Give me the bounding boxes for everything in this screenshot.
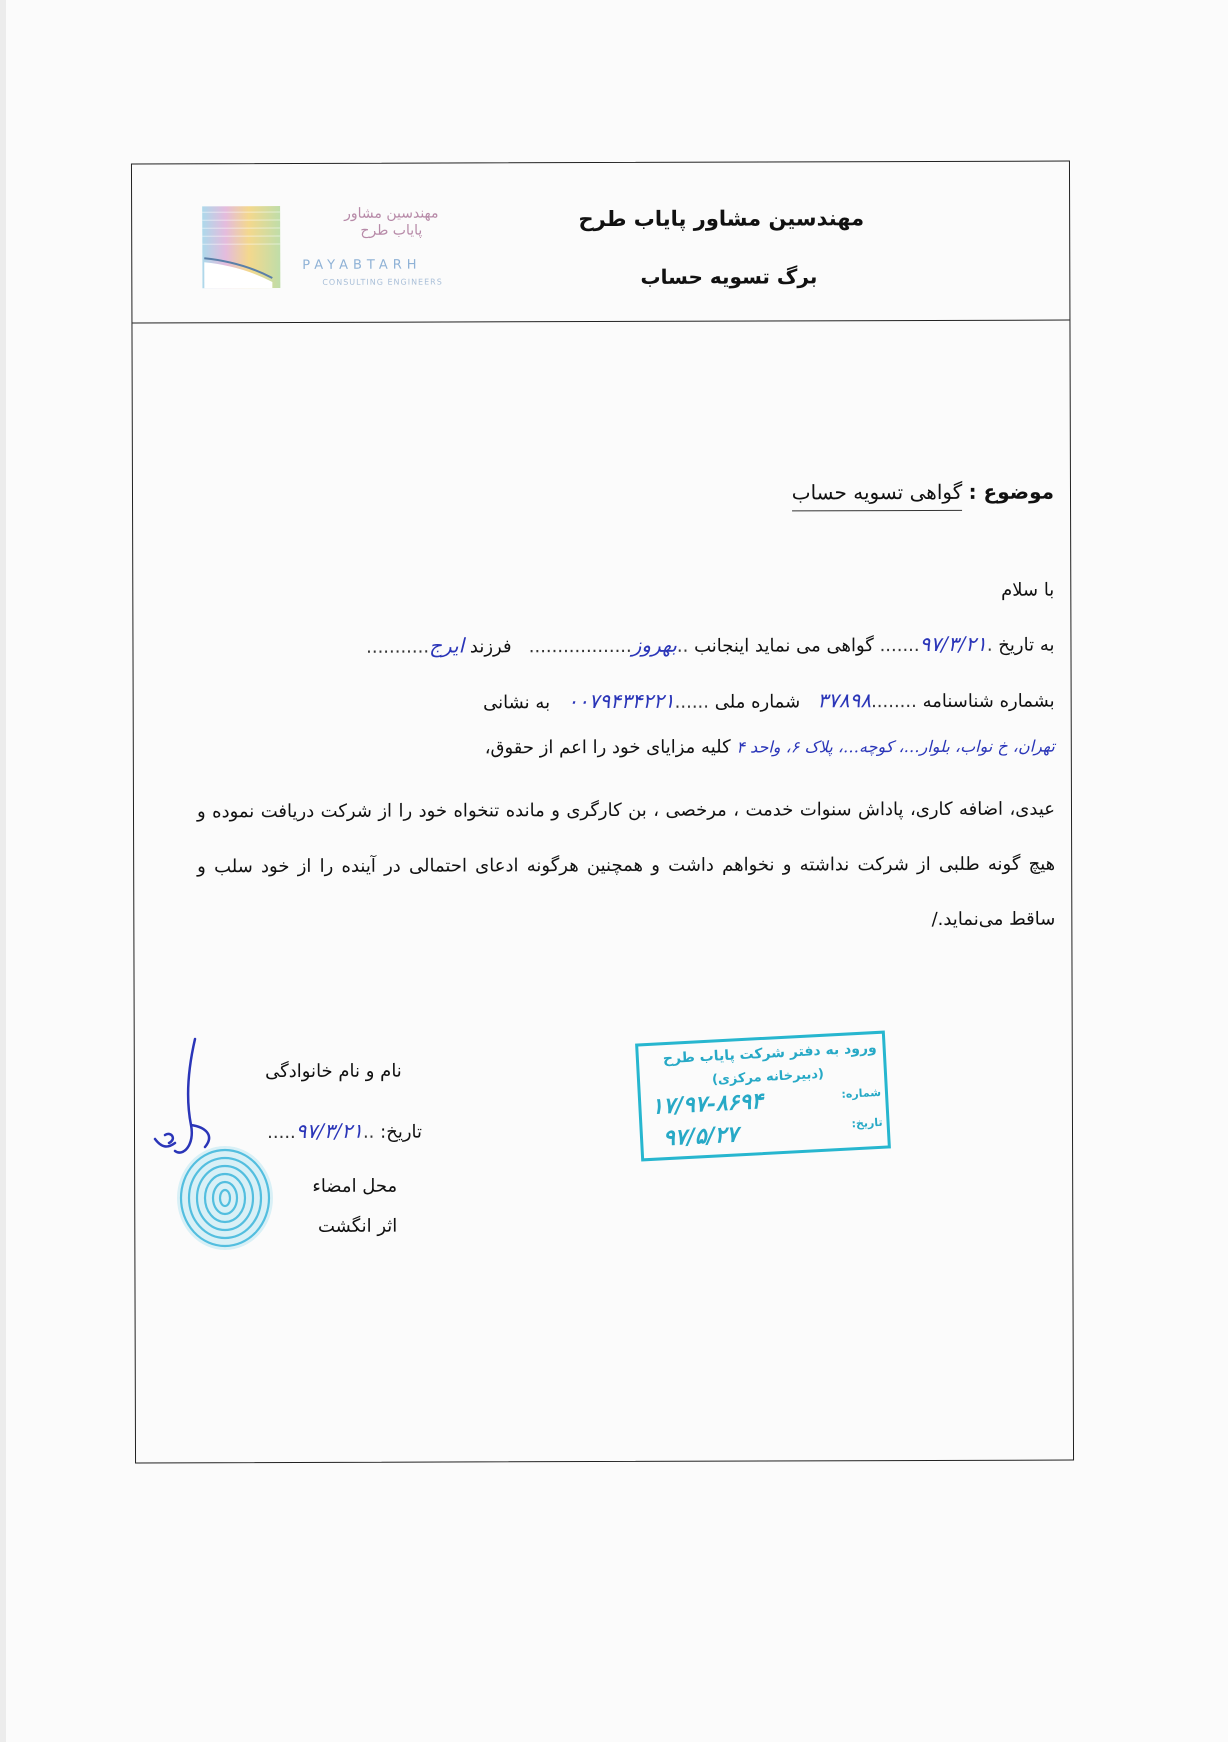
form-frame bbox=[131, 161, 1074, 1464]
stamp-date-label: تاریخ: bbox=[851, 1115, 883, 1131]
logo-emblem-icon bbox=[202, 206, 282, 296]
certify-text: گواهی می نماید اینجانب bbox=[694, 635, 874, 657]
birth-cert-dots: ........ bbox=[871, 691, 917, 713]
receipt-stamp bbox=[635, 1031, 891, 1162]
form-title: برگ تسویه حساب bbox=[640, 264, 818, 289]
declaration-line-2 bbox=[483, 688, 1055, 714]
logo-tagline: CONSULTING ENGINEERS bbox=[322, 277, 443, 287]
stamp-number-label: شماره: bbox=[841, 1085, 882, 1101]
fingerprint-icon bbox=[170, 1140, 280, 1250]
benefits-text: کلیه مزایای خود را اعم از حقوق، bbox=[484, 736, 731, 759]
company-logo bbox=[202, 201, 472, 302]
handwritten-sign-date: ۹۷/۳/۲۱ bbox=[295, 1118, 363, 1143]
handwritten-name: بهروز bbox=[631, 632, 677, 657]
full-name-label: نام و نام خانوادگی bbox=[265, 1060, 402, 1083]
scan-edge bbox=[0, 0, 6, 1742]
handwritten-national-id: ۰۰۷۹۴۳۴۲۲۱ bbox=[567, 688, 675, 714]
handwritten-birth-cert-number: ۳۷۸۹۸ bbox=[817, 688, 872, 713]
name-dots: .. bbox=[676, 635, 689, 657]
address-label: به نشانی bbox=[483, 692, 551, 714]
name-dots-tail: .................. bbox=[528, 635, 632, 658]
date-dots-tail: ....... bbox=[879, 635, 920, 657]
subject-label: موضوع : bbox=[968, 479, 1055, 504]
handwritten-address: تهران، خ نواب، بلوار…، کوچه…، پلاک ۶، واحد ۴ bbox=[736, 736, 1055, 757]
stamp-title: ورود به دفتر شرکت پایاب طرح bbox=[662, 1039, 878, 1068]
date-prefix: به تاریخ bbox=[998, 634, 1055, 656]
birth-cert-label: بشماره شناسنامه bbox=[922, 690, 1055, 712]
subject-value: گواهی تسویه حساب bbox=[792, 480, 963, 512]
sign-date-dots: .. bbox=[362, 1121, 375, 1143]
logo-name-fa-line2: پایاب طرح bbox=[360, 222, 423, 239]
logo-name-fa-line1: مهندسین مشاور bbox=[344, 205, 439, 222]
stamp-date-value: ۹۷/۵/۲۷ bbox=[662, 1121, 739, 1152]
declaration-line-3 bbox=[485, 736, 1055, 759]
declaration-line-1 bbox=[366, 632, 1054, 658]
sign-date-label: تاریخ: bbox=[380, 1121, 423, 1143]
header-divider bbox=[132, 320, 1069, 324]
child-of-label: فرزند bbox=[469, 636, 512, 658]
handwritten-father-name: ایرج bbox=[429, 633, 465, 658]
fingerprint-label: اثر انگشت bbox=[317, 1215, 398, 1237]
date-dots: . bbox=[986, 634, 993, 656]
signature-place-label: محل امضاء bbox=[312, 1175, 398, 1197]
subject-line bbox=[792, 480, 1054, 505]
declaration-body: عیدی، اضافه کاری، پاداش سنوات خدمت ، مرخصی ، بن کارگری و مانده تنخواه خود را از شرکت دریافت نموده و هیچ گونه طلبی از شرکت نداشته و نخواهم داشت و همچنین هرگونه ادعای احتمالی در آینده را از خود سلب و ساقط می‌نماید./ bbox=[196, 798, 1056, 930]
stamp-subtitle: (دبیرخانه مرکزی) bbox=[711, 1066, 825, 1088]
national-id-dots: ...... bbox=[674, 691, 710, 713]
handwritten-date: ۹۷/۳/۲۱ bbox=[919, 631, 987, 657]
greeting: با سلام bbox=[1001, 579, 1055, 601]
company-name: مهندسین مشاور پایاب طرح bbox=[578, 206, 865, 232]
father-dots: ........... bbox=[366, 636, 430, 658]
sign-date-line bbox=[267, 1119, 422, 1143]
sign-date-dots-tail: ..... bbox=[267, 1121, 296, 1144]
logo-name-fa bbox=[344, 206, 438, 240]
national-id-label: شماره ملی bbox=[714, 691, 801, 713]
stamp-number-value: ۱۷/۹۷-۸۶۹۴ bbox=[650, 1088, 764, 1120]
logo-name-en: PAYABTARH bbox=[302, 257, 422, 273]
